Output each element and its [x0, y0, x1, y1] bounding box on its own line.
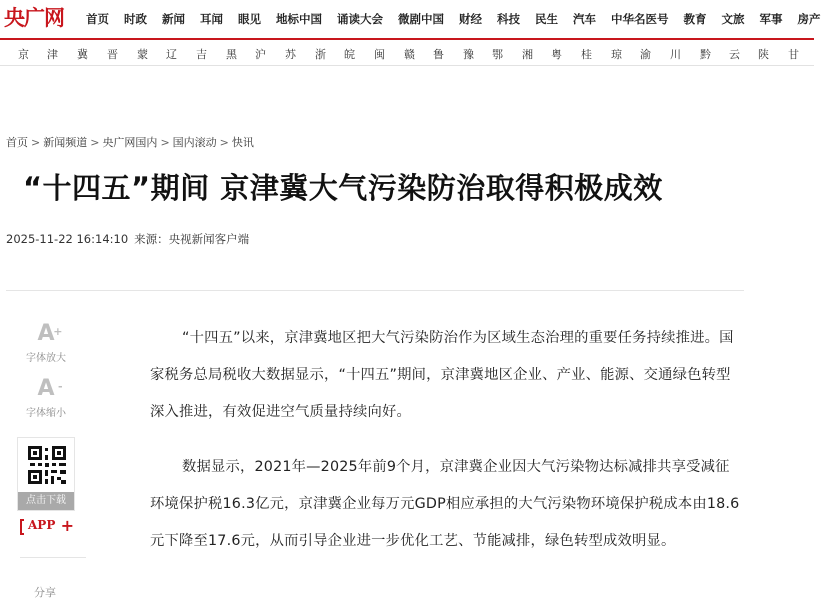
nav-item-yanjian[interactable]: 眼见: [238, 12, 261, 26]
province-link[interactable]: 辽: [166, 48, 177, 61]
app-badge-bracket: [20, 519, 24, 535]
province-link[interactable]: 冀: [77, 48, 88, 61]
article-paragraph: 数据显示，2021年—2025年前9个月，京津冀企业因大气污染物达标减排共享受减征环境保护税16.3亿元，京津冀企业每万元GDP相应承担的大气污染物环境保护税成本由18.6元下降至17.6元，从而引导企业进一步优化工艺、节能减排，绿色转型成效明显。: [150, 459, 740, 549]
app-badge[interactable]: [20, 517, 74, 537]
province-link[interactable]: 陕: [758, 48, 769, 61]
nav-item-news[interactable]: 新闻: [162, 12, 185, 26]
province-link[interactable]: 云: [729, 48, 740, 61]
province-link[interactable]: 沪: [255, 48, 266, 61]
province-link[interactable]: 鄂: [492, 48, 503, 61]
nav-item-auto[interactable]: 汽车: [573, 12, 596, 26]
app-download-qr[interactable]: [17, 437, 75, 511]
qr-code-icon: [28, 446, 66, 484]
province-link[interactable]: 闽: [374, 48, 385, 61]
province-link[interactable]: 鲁: [433, 48, 444, 61]
breadcrumb-separator: >: [90, 136, 100, 149]
breadcrumb-separator: >: [31, 136, 41, 149]
download-label: 点击下载: [18, 492, 74, 510]
logo-text: 央广网: [4, 5, 64, 30]
province-link[interactable]: 苏: [285, 48, 296, 61]
main-nav: [86, 0, 836, 38]
nav-item-education[interactable]: 教育: [683, 12, 707, 26]
nav-item-tech[interactable]: 科技: [497, 12, 520, 26]
nav-item-livelihood[interactable]: 民生: [535, 12, 558, 26]
province-link[interactable]: 京: [18, 48, 29, 61]
breadcrumb-separator: >: [219, 136, 229, 149]
province-link[interactable]: 琼: [611, 48, 622, 61]
site-logo[interactable]: [4, 5, 78, 31]
publish-datetime: 2025-11-22 16:14:10: [6, 232, 129, 246]
breadcrumb-separator: >: [160, 136, 170, 149]
font-increase-icon: A +: [37, 321, 63, 346]
province-link[interactable]: 豫: [463, 48, 474, 61]
nav-item-erwen[interactable]: 耳闻: [200, 12, 223, 26]
article-source: 来源：央视新闻客户端: [134, 232, 250, 246]
share-divider: [20, 557, 86, 558]
top-navigation: [0, 0, 821, 38]
province-link[interactable]: 皖: [344, 48, 355, 61]
breadcrumb-news-channel[interactable]: 新闻频道: [43, 136, 88, 149]
province-link[interactable]: 湘: [522, 48, 533, 61]
nav-item-reading-conference[interactable]: 诵读大会: [337, 12, 383, 26]
province-link[interactable]: 晋: [107, 48, 118, 61]
article-meta: [6, 231, 255, 247]
nav-item-real-estate[interactable]: 房产: [797, 12, 821, 26]
province-bar: [0, 40, 814, 66]
header-divider: [6, 290, 744, 291]
breadcrumb-home[interactable]: 首页: [6, 136, 28, 149]
nav-item-micro-drama-china[interactable]: 微剧中国: [398, 12, 444, 26]
province-link[interactable]: 黑: [226, 48, 237, 61]
article-title: “十四五”期间 京津冀大气污染防治取得积极成效: [23, 171, 663, 205]
nav-item-military[interactable]: 军事: [759, 12, 783, 26]
font-decrease-label: 字体缩小: [26, 408, 66, 419]
province-link[interactable]: 桂: [581, 48, 592, 61]
font-decrease-button[interactable]: [22, 377, 70, 419]
font-decrease-icon: A -: [37, 376, 63, 401]
nav-item-home[interactable]: 首页: [86, 12, 109, 26]
breadcrumb: [6, 134, 254, 150]
font-increase-button[interactable]: [22, 322, 70, 364]
province-link[interactable]: 甘: [788, 48, 799, 61]
nav-item-politics[interactable]: 时政: [124, 12, 147, 26]
breadcrumb-domestic-rolling[interactable]: 国内滚动: [172, 136, 217, 149]
province-link[interactable]: 津: [47, 48, 58, 61]
nav-item-finance[interactable]: 财经: [459, 12, 482, 26]
province-link[interactable]: 渝: [640, 48, 651, 61]
nav-item-famous-doctors[interactable]: 中华名医号: [611, 12, 669, 26]
province-link[interactable]: 赣: [404, 48, 415, 61]
province-link[interactable]: 粤: [551, 48, 562, 61]
province-link[interactable]: 浙: [315, 48, 326, 61]
share-label[interactable]: 分享: [34, 586, 56, 599]
breadcrumb-domestic[interactable]: 央广网国内: [102, 136, 158, 149]
plus-icon: +: [60, 516, 74, 535]
nav-item-culture-travel[interactable]: 文旅: [721, 12, 745, 26]
breadcrumb-flash[interactable]: 快讯: [231, 136, 254, 149]
nav-item-landmark-china[interactable]: 地标中国: [276, 12, 322, 26]
article-body: [150, 320, 740, 578]
province-link[interactable]: 蒙: [137, 48, 148, 61]
province-link[interactable]: 川: [670, 48, 681, 61]
province-link[interactable]: 黔: [700, 48, 711, 61]
province-link[interactable]: 吉: [196, 48, 207, 61]
font-increase-label: 字体放大: [26, 353, 66, 364]
app-label: APP: [28, 518, 56, 532]
article-paragraph: “十四五”以来，京津冀地区把大气污染防治作为区域生态治理的重要任务持续推进。国家税务总局税收大数据显示，“十四五”期间，京津冀地区企业、产业、能源、交通绿色转型深入推进，有效促进空气质量持续向好。: [150, 330, 734, 420]
